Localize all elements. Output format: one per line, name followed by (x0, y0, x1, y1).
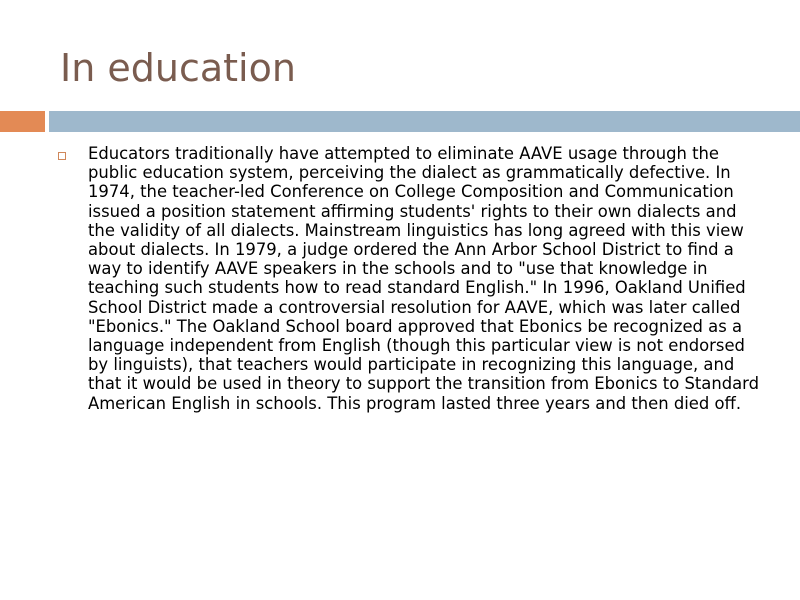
title-accent-bar (0, 111, 45, 132)
square-bullet-icon (58, 152, 66, 160)
title-divider-bar (49, 111, 800, 132)
bullet-text: Educators traditionally have attempted to eliminate AAVE usage through the public education system, perceiving the dialect as grammatically defective. In 1974, the teacher-led Conference on College Composition and Communication issued a position statement affirming students' rights to their own dialects and the validity of all dialects. Mainstream linguistics has long agreed with this view about dialects. In 1979, a judge ordered the Ann Arbor School District to find a way to identify AAVE speakers in the schools and to "use that knowledge in teaching such students how to read standard English." In 1996, Oakland Unified School District made a controversial resolution for AAVE, which was later called "Ebonics." The Oakland School board approved that Ebonics be recognized as a language independent from English (though this particular view is not endorsed by linguists), that teachers would participate in recognizing this language, and that it would be used in theory to support the transition from Ebonics to Standard American English in schools. This program lasted three years and then died off. (88, 144, 760, 413)
slide-title: In education (60, 46, 296, 90)
